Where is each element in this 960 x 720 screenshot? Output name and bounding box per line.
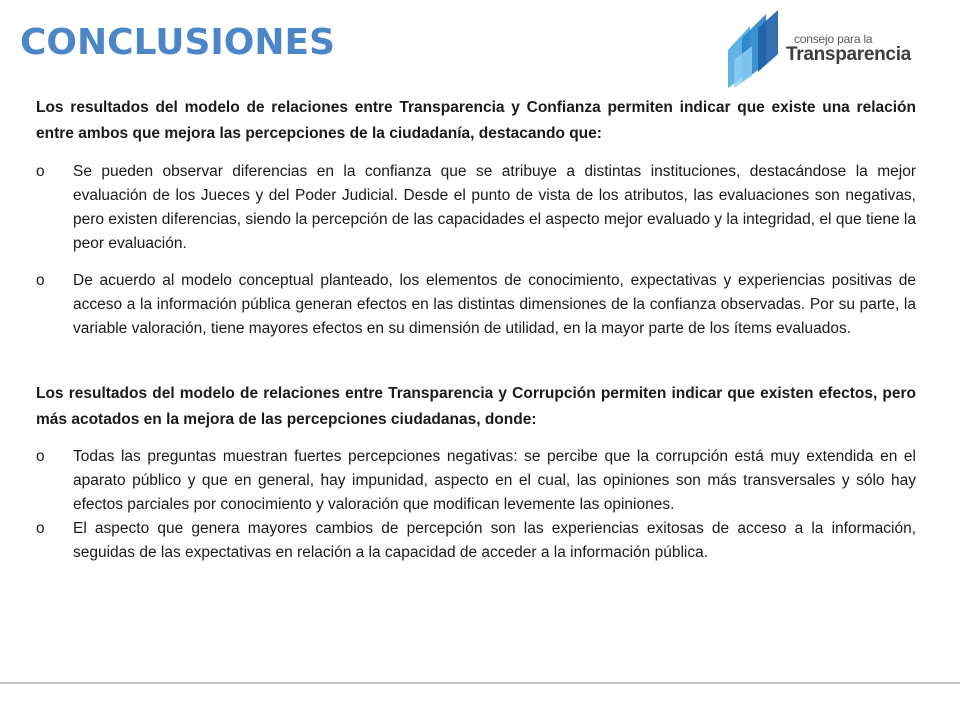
section-intro: Los resultados del modelo de relaciones entre Transparencia y Corrupción permiten indicar que existen efectos, pero más acotados en la mejora de las percepciones ciudadanas, donde: bbox=[36, 385, 916, 428]
bullet-marker: o bbox=[36, 448, 45, 465]
conclusion-section-confianza bbox=[36, 95, 916, 341]
bullet-text: Todas las preguntas muestran fuertes percepciones negativas: se percibe que la corrupción está muy extendida en el aparato público y que en general, hay impunidad, aspecto en el cual, las opiniones son más transversales y sólo hay efectos parciales por conocimiento y valoración que modifican levemente las opiniones. bbox=[73, 448, 916, 513]
bullet-marker: o bbox=[36, 272, 45, 289]
page-title: CONCLUSIONES bbox=[20, 22, 336, 63]
bullet-marker: o bbox=[36, 163, 45, 180]
logo-text-small: consejo para la bbox=[794, 32, 873, 46]
section-intro: Los resultados del modelo de relaciones entre Transparencia y Confianza permiten indicar que existe una relación entre ambos que mejora las percepciones de la ciudadanía, destacando que: bbox=[36, 99, 916, 142]
bullet-marker: o bbox=[36, 520, 45, 537]
bullet-list bbox=[36, 445, 916, 565]
bullet-text: De acuerdo al modelo conceptual planteado, los elementos de conocimiento, expectativas y experiencias positivas de acceso a la información pública generan efectos en las distintas dimensiones de la confianza observadas. Por su parte, la variable valoración, tiene mayores efectos en su dimensión de utilidad, en la mayor parte de los ítems evaluados. bbox=[73, 272, 916, 337]
bullet-item bbox=[36, 445, 916, 517]
logo-text-brand: Transparencia bbox=[786, 44, 911, 65]
bullet-text: Se pueden observar diferencias en la confianza que se atribuye a distintas instituciones, destacándose la mejor evaluación de los Jueces y del Poder Judicial. Desde el punto de vista de los atributos, las evaluaciones son negativas, pero existen diferencias, siendo la percepción de las capacidades el aspecto mejor evaluado y la integridad, el que tiene la peor evaluación. bbox=[73, 163, 916, 252]
bullet-item bbox=[36, 160, 916, 256]
bullet-item bbox=[36, 517, 916, 565]
logo bbox=[722, 10, 922, 90]
conclusion-section-corrupcion bbox=[36, 381, 916, 565]
bullet-text: El aspecto que genera mayores cambios de percepción son las experiencias exitosas de acceso a la información, seguidas de las expectativas en relación a la capacidad de acceder a la información pública. bbox=[73, 520, 916, 561]
content bbox=[36, 95, 916, 565]
footer-divider bbox=[0, 682, 960, 684]
bullet-item bbox=[36, 269, 916, 341]
bullet-list bbox=[36, 160, 916, 341]
